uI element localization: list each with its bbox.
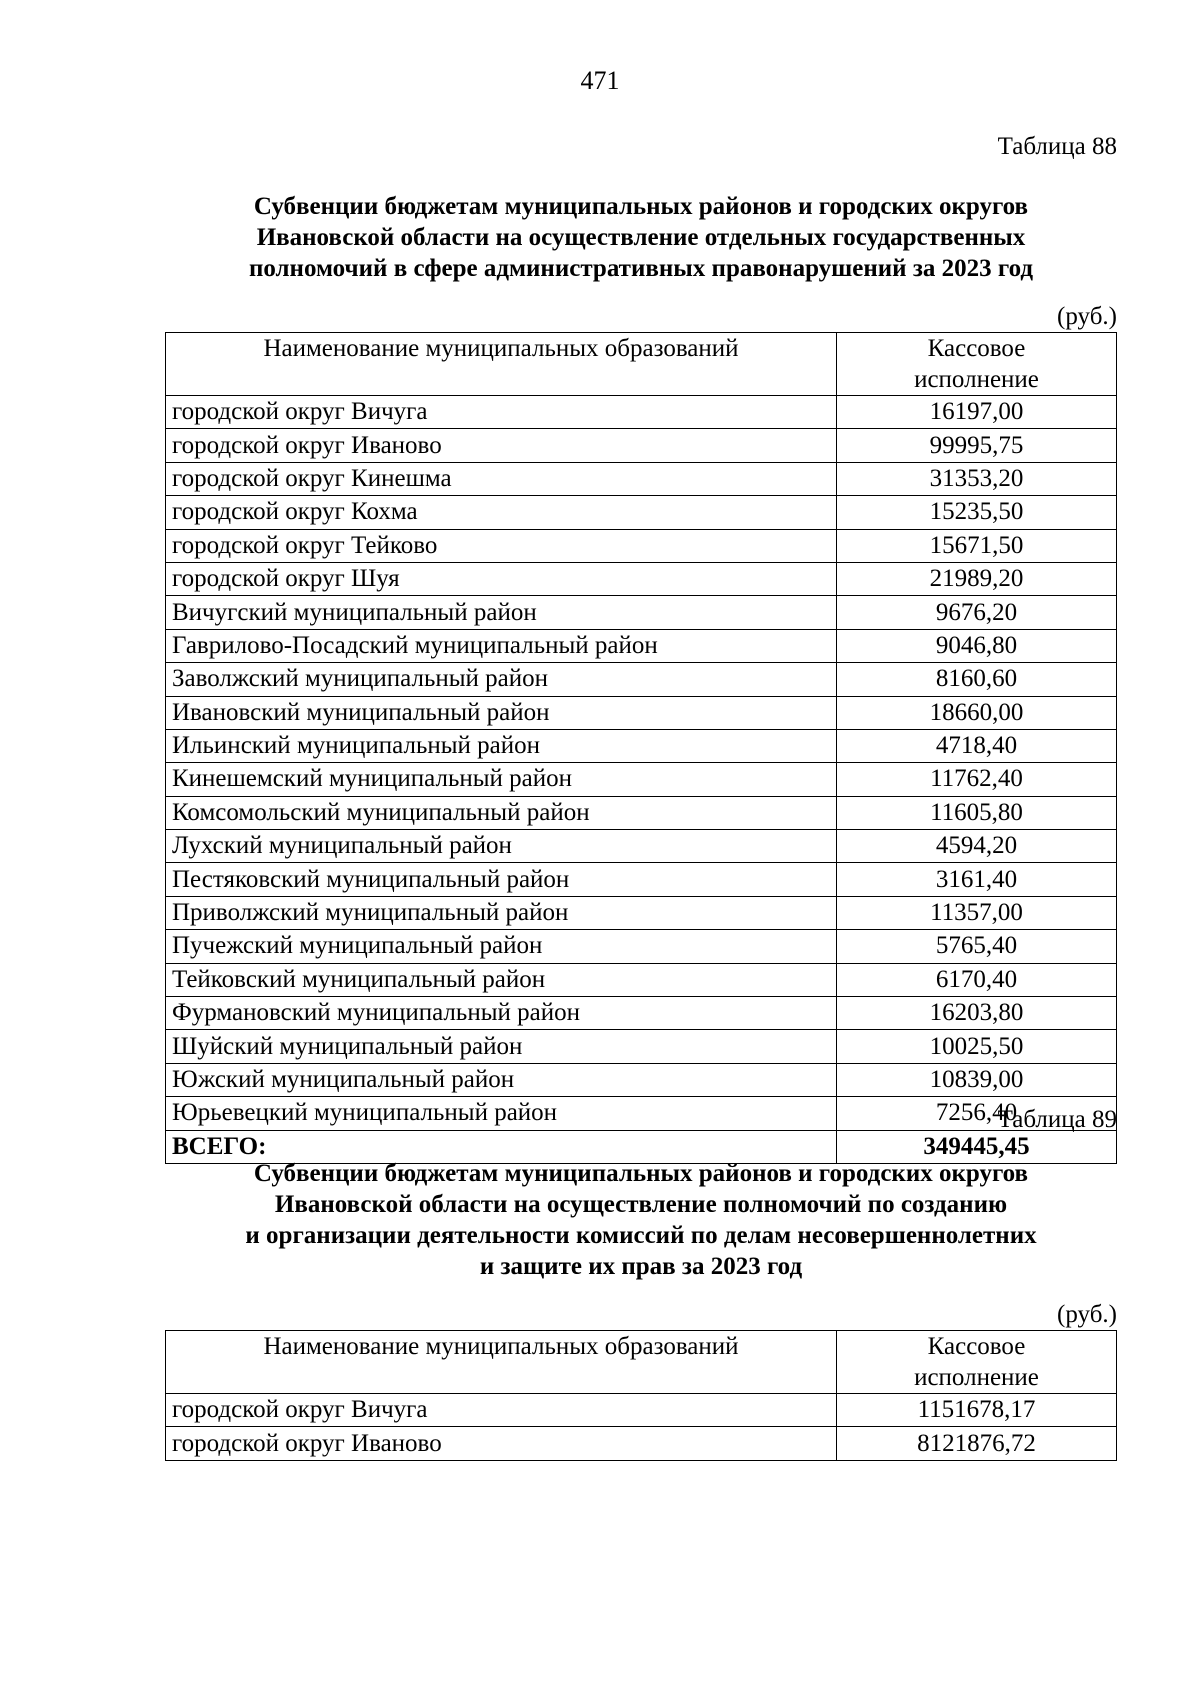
table-row [166,496,1117,529]
table-row [166,997,1117,1030]
total-value-cell: 349445,45 [837,1130,1117,1163]
cash-execution-cell: 4718,40 [837,729,1117,762]
cash-execution-cell: 1151678,17 [837,1394,1117,1427]
municipality-name-cell: Гаврилово-Посадский муниципальный район [166,629,837,662]
table-row [166,396,1117,429]
table-88-unit: (руб.) [1057,303,1117,330]
municipality-name-cell: городской округ Кохма [166,496,837,529]
municipality-name-cell: городской округ Вичуга [166,396,837,429]
table-row [166,796,1117,829]
table-88-label: Таблица 88 [997,133,1117,160]
municipality-name-cell: Приволжский муниципальный район [166,896,837,929]
municipality-name-cell: Южский муниципальный район [166,1063,837,1096]
cash-execution-cell: 4594,20 [837,830,1117,863]
table-row [166,529,1117,562]
table-row [166,462,1117,495]
table-88 [165,332,1117,1164]
municipality-name-cell: Юрьевецкий муниципальный район [166,1097,837,1130]
cash-execution-cell: 10025,50 [837,1030,1117,1063]
cash-execution-cell: 9676,20 [837,596,1117,629]
table-row [166,429,1117,462]
table-header-row [166,1331,1117,1394]
header-value-line: исполнение [914,1364,1039,1391]
cash-execution-cell: 15235,50 [837,496,1117,529]
column-header-value [837,333,1117,396]
cash-execution-cell: 21989,20 [837,562,1117,595]
table-89-label: Таблица 89 [997,1106,1117,1133]
municipality-name-cell: Заволжский муниципальный район [166,663,837,696]
municipality-name-cell: городской округ Вичуга [166,1394,837,1427]
municipality-name-cell: Ивановский муниципальный район [166,696,837,729]
table-88-title [165,191,1117,284]
municipality-name-cell: Лухский муниципальный район [166,830,837,863]
municipality-name-cell: городской округ Кинешма [166,462,837,495]
cash-execution-cell: 8121876,72 [837,1427,1117,1460]
header-value-line: Кассовое [927,335,1026,362]
table-row [166,963,1117,996]
table-88-section [165,133,1117,1164]
cash-execution-cell: 5765,40 [837,930,1117,963]
municipality-name-cell: городской округ Шуя [166,562,837,595]
cash-execution-cell: 11357,00 [837,896,1117,929]
table-row [166,896,1117,929]
cash-execution-cell: 8160,60 [837,663,1117,696]
table-row [166,562,1117,595]
table-row [166,763,1117,796]
table-89-section [165,1106,1117,1461]
cash-execution-cell: 15671,50 [837,529,1117,562]
cash-execution-cell: 16197,00 [837,396,1117,429]
column-header-value [837,1331,1117,1394]
total-label-cell: ВСЕГО: [166,1130,837,1163]
municipality-name-cell: Пучежский муниципальный район [166,930,837,963]
municipality-name-cell: Ильинский муниципальный район [166,729,837,762]
page-number: 471 [580,66,620,95]
table-row [166,1063,1117,1096]
municipality-name-cell: Пестяковский муниципальный район [166,863,837,896]
table-88-title-line: Субвенции бюджетам муниципальных районов и городских округов [253,193,1029,220]
table-row [166,1030,1117,1063]
header-value-line: исполнение [914,366,1039,393]
table-header-row [166,333,1117,396]
municipality-name-cell: городской округ Иваново [166,429,837,462]
table-88-title-line: Ивановской области на осуществление отдельных государственных [256,224,1026,251]
table-89-title-line: и организации деятельности комиссий по делам несовершеннолетних [245,1222,1037,1249]
cash-execution-cell: 6170,40 [837,963,1117,996]
table-89-title [165,1158,1117,1282]
municipality-name-cell: Кинешемский муниципальный район [166,763,837,796]
cash-execution-cell: 3161,40 [837,863,1117,896]
table-row [166,596,1117,629]
municipality-name-cell: Комсомольский муниципальный район [166,796,837,829]
header-value-line: Кассовое [927,1333,1026,1360]
table-row [166,629,1117,662]
table-89-title-line: и защите их прав за 2023 год [479,1253,803,1280]
column-header-name: Наименование муниципальных образований [166,333,837,396]
municipality-name-cell: Шуйский муниципальный район [166,1030,837,1063]
table-89-unit: (руб.) [1057,1301,1117,1328]
table-row [166,729,1117,762]
table-row [166,696,1117,729]
table-row [166,863,1117,896]
table-88-title-line: полномочий в сфере административных правонарушений за 2023 год [248,255,1034,282]
table-row [166,830,1117,863]
municipality-name-cell: Вичугский муниципальный район [166,596,837,629]
table-89-title-line: Субвенции бюджетам муниципальных районов и городских округов [253,1160,1029,1187]
table-89 [165,1330,1117,1461]
cash-execution-cell: 31353,20 [837,462,1117,495]
cash-execution-cell: 16203,80 [837,997,1117,1030]
cash-execution-cell: 9046,80 [837,629,1117,662]
table-row [166,1394,1117,1427]
cash-execution-cell: 99995,75 [837,429,1117,462]
table-row [166,663,1117,696]
cash-execution-cell: 18660,00 [837,696,1117,729]
municipality-name-cell: Фурмановский муниципальный район [166,997,837,1030]
table-89-title-line: Ивановской области на осуществление полномочий по созданию [274,1191,1008,1218]
cash-execution-cell: 10839,00 [837,1063,1117,1096]
column-header-name: Наименование муниципальных образований [166,1331,837,1394]
table-row [166,930,1117,963]
municipality-name-cell: Тейковский муниципальный район [166,963,837,996]
cash-execution-cell: 11762,40 [837,763,1117,796]
cash-execution-cell: 11605,80 [837,796,1117,829]
municipality-name-cell: городской округ Иваново [166,1427,837,1460]
cash-execution-cell: 7256,40 [837,1097,1117,1130]
table-row [166,1427,1117,1460]
municipality-name-cell: городской округ Тейково [166,529,837,562]
